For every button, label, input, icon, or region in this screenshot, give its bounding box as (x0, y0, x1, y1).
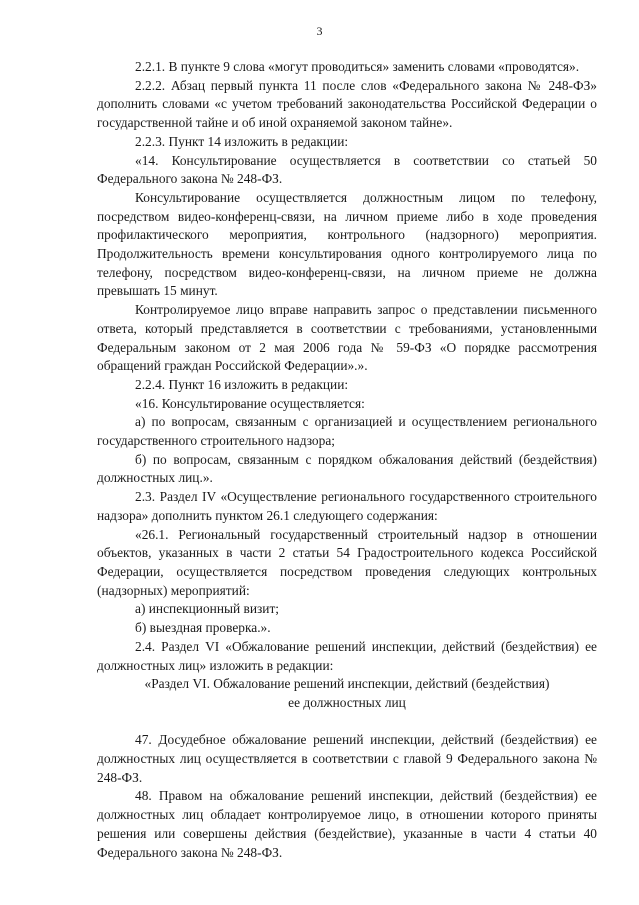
paragraph-item-26-1: «26.1. Региональный государственный строительный надзор в отношении объектов, указанных в части 2 статьи 54 Градостроительного кодекса Российской Федерации, осуществляется посредством проведения следующих контрольных (надзорных) мероприятий: (97, 526, 597, 598)
paragraph-item-14: «14. Консультирование осуществляется в соответствии со статьей 50 Федерального закона № 248-ФЗ. (97, 152, 597, 187)
blank-line (97, 713, 597, 732)
paragraph-2-2-1: 2.2.1. В пункте 9 слова «могут проводиться» заменить словами «проводятся». (135, 59, 580, 74)
section-heading-line-1: «Раздел VI. Обжалование решений инспекции, действий (бездействия) (144, 676, 550, 692)
paragraph-2-2-3: 2.2.3. Пункт 14 изложить в редакции: (135, 133, 349, 149)
paragraph-consulting-methods: Консультирование осуществляется должностным лицом по телефону, посредством видео-конференц-связи, на личном приеме либо в ходе проведения профилактического мероприятия, контрольного (надзорного) мероприятия. Продолжительность времени консультирования одного контролируемого лица по телефону, посредством видео-конференц-связи, на личном приеме не должна превышать 15 минут. (97, 189, 597, 299)
paragraph-item-16: «16. Консультирование осуществляется: (135, 395, 365, 411)
paragraph-2-4: 2.4. Раздел VI «Обжалование решений инспекции, действий (бездействия) ее должностных лиц» изложить в редакции: (97, 638, 597, 673)
paragraph-item-26-1-b: б) выездная проверка.». (135, 620, 271, 636)
paragraph-2-3: 2.3. Раздел IV «Осуществление регионального государственного строительного надзора» дополнить пунктом 26.1 следующего содержания: (97, 489, 597, 523)
page-number: 3 (316, 24, 323, 38)
paragraph-item-48: 48. Правом на обжалование решений инспекции, действий (бездействия) ее должностных лиц обладает контролируемое лицо, в отношении которого приняты решения или совершены действия (бездействие), указанные в части 4 статьи 40 Федерального закона № 248-ФЗ. (97, 788, 597, 860)
paragraph-item-47: 47. Досудебное обжалование решений инспекции, действий (бездействия) ее должностных лиц осуществляется в соответствии с главой 9 Федерального закона № 248-ФЗ. (97, 732, 597, 785)
paragraph-2-2-2: 2.2.2. Абзац первый пункта 11 после слов «Федерального закона № 248-ФЗ» дополнить словами «с учетом требований законодательства Российской Федерации о государственной тайне и об иной охраняемой законом тайне». (97, 77, 597, 131)
section-heading-line-2: ее должностных лиц (288, 694, 406, 710)
paragraph-2-2-4: 2.2.4. Пункт 16 изложить в редакции: (135, 376, 349, 392)
paragraph-written-request: Контролируемое лицо вправе направить запрос о представлении письменного ответа, который представляется в соответствии с требованиями, установленными Федеральным законом от 2 мая 2006 года № 59-ФЗ «О порядке рассмотрения обращений граждан Российской Федерации».». (97, 302, 597, 374)
paragraph-item-16-b: б) по вопросам, связанным с порядком обжалования действий (бездействия) должностных лиц.». (97, 451, 597, 486)
paragraph-item-26-1-a: а) инспекционный визит; (135, 601, 280, 617)
document-body (97, 58, 597, 862)
paragraph-item-16-a: а) по вопросам, связанным с организацией и осуществлением регионального государственного строительного надзора; (97, 414, 597, 449)
